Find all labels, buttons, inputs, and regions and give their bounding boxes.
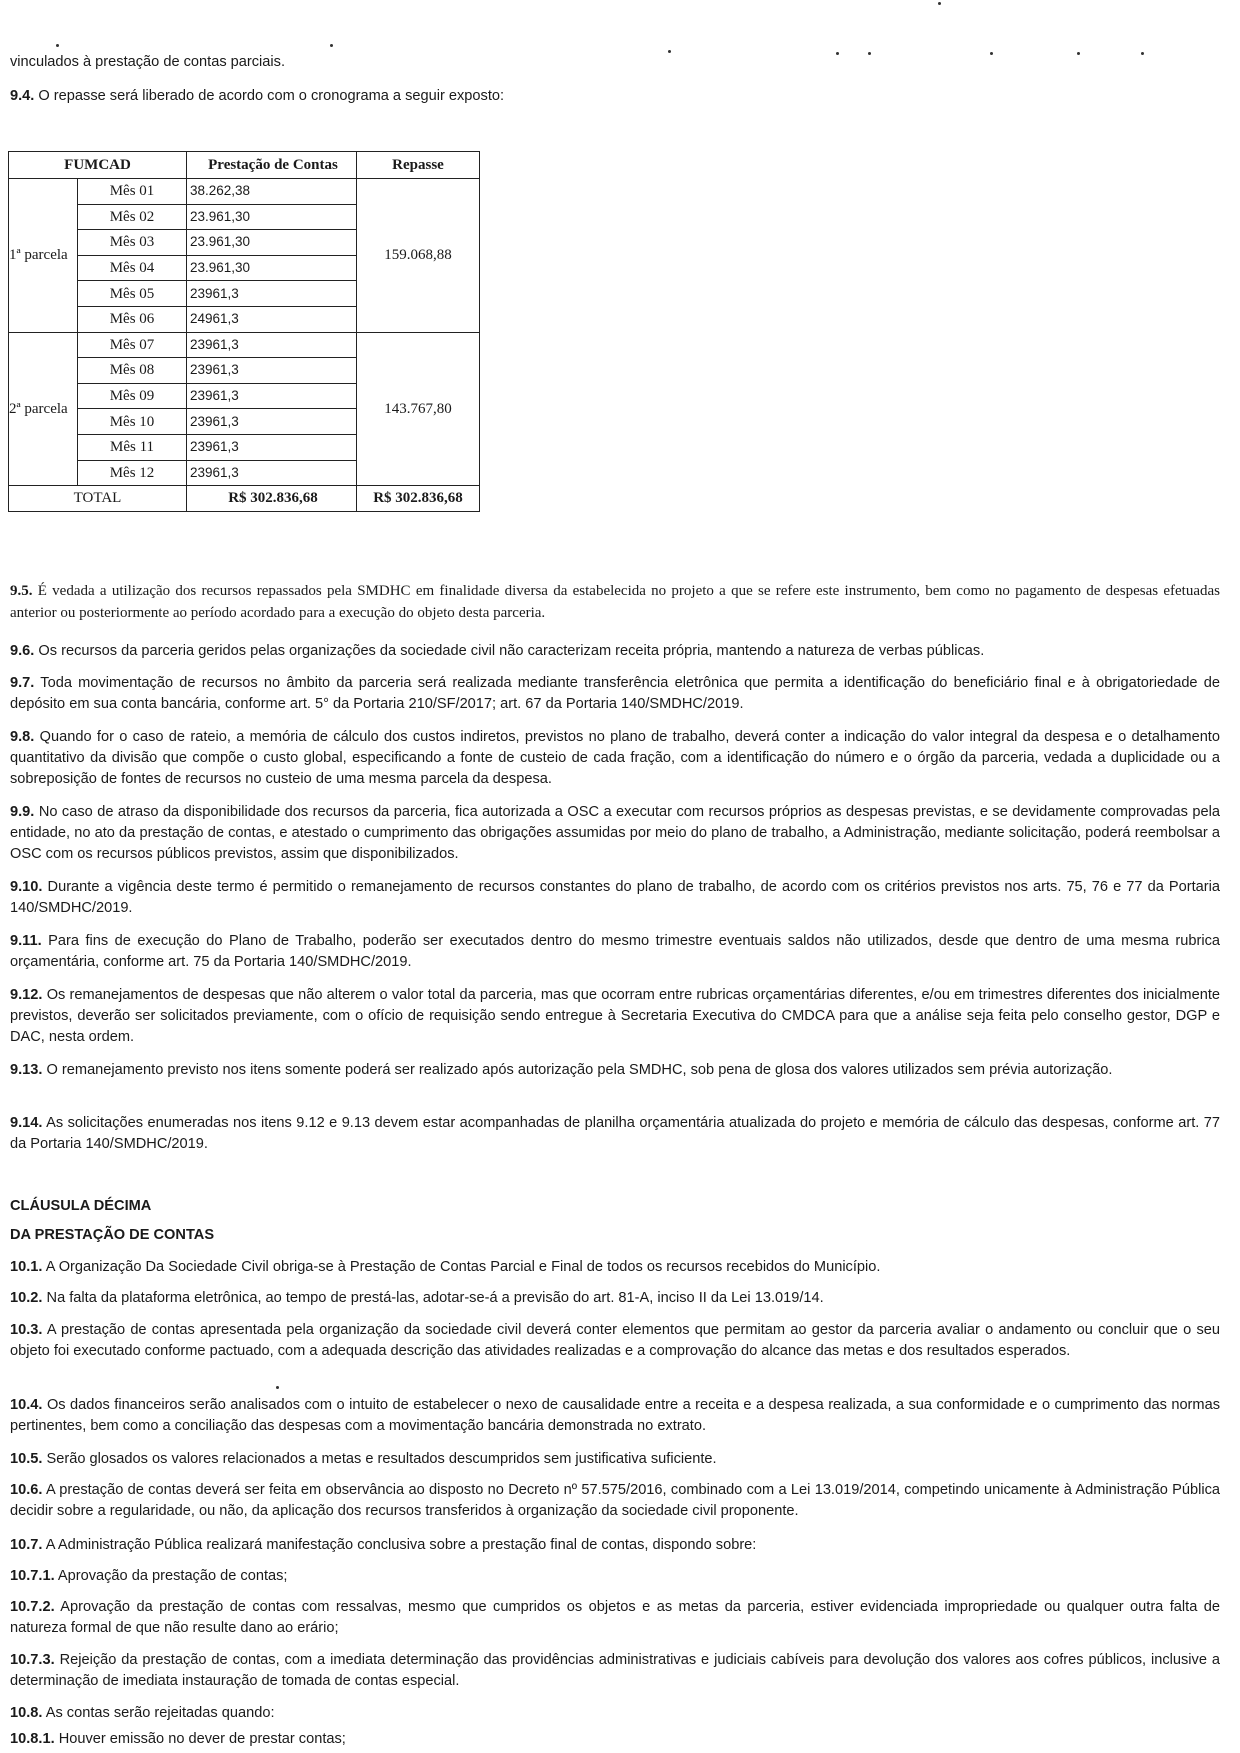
value-cell: 23961,3: [187, 281, 357, 307]
table-header-row: [9, 152, 480, 179]
month-cell: Mês 06: [78, 306, 187, 332]
month-cell: Mês 04: [78, 255, 187, 281]
header-fumcad: FUMCAD: [9, 152, 187, 179]
clause-number: 9.4.: [10, 88, 35, 104]
total-repasse: R$ 302.836,68: [357, 486, 480, 512]
clause-number: 9.11.: [10, 933, 42, 949]
month-cell: Mês 11: [78, 434, 187, 460]
clause-number: 10.7.: [10, 1537, 43, 1553]
paragraph-9-13: 9.13. O remanejamento previsto nos itens somente poderá ser realizado após autorização pela SMDHC, sob pena de glosa dos valores utilizados sem prévia autorização.: [10, 1062, 1113, 1078]
paragraph-intro: vinculados à prestação de contas parciais.: [10, 54, 286, 70]
value-cell: 38.262,38: [187, 179, 357, 205]
clause-number: 9.13.: [10, 1062, 43, 1078]
paragraph-10-2: 10.2. Na falta da plataforma eletrônica, ao tempo de prestá-las, adotar-se-á a previsão do art. 81-A, inciso II da Lei 13.019/14.: [10, 1290, 824, 1306]
clause-number: 9.14.: [10, 1115, 43, 1131]
clause-number: 9.6.: [10, 643, 35, 659]
paragraph-9-7: 9.7. Toda movimentação de recursos no âmbito da parceria será realizada mediante transferência eletrônica que permita a identificação do beneficiário final e à obrigatoriedade de depósito em sua conta bancária, conforme art. 5° da Portaria 210/SF/2017; art. 67 da Portaria 140/SMDHC/2019.: [10, 675, 1220, 712]
clause-number: 10.5.: [10, 1451, 43, 1467]
month-cell: Mês 09: [78, 383, 187, 409]
clause-number: 10.6.: [10, 1482, 43, 1498]
value-cell: 23.961,30: [187, 230, 357, 256]
value-cell: 23961,3: [187, 332, 357, 358]
clause-title: CLÁUSULA DÉCIMA: [10, 1198, 152, 1214]
disbursement-schedule-table: [8, 151, 480, 512]
scan-speck: [668, 50, 671, 53]
paragraph-9-8: 9.8. Quando for o caso de rateio, a memória de cálculo dos custos indiretos, previstos no plano de trabalho, deverá conter a indicação do valor integral da despesa e o detalhamento quantitativo da divisão que compõe o custo global, especificando a fonte de custeio de cada fração, com a identificação do número e o órgão da parceria, vedada a duplicidade ou a sobreposição de fontes de recursos no custeio de uma mesma parcela da despesa.: [10, 729, 1220, 787]
month-cell: Mês 12: [78, 460, 187, 486]
paragraph-10-4: 10.4. Os dados financeiros serão analisados com o intuito de estabelecer o nexo de causalidade entre a receita e a despesa realizada, a sua conformidade e o cumprimento das normas pertinentes, bem como a conciliação das despesas com a movimentação bancária demonstrada no extrato.: [10, 1397, 1220, 1434]
paragraph-9-9: 9.9. No caso de atraso da disponibilidade dos recursos da parceria, fica autorizada a OSC a executar com recursos próprios as despesas previstas, e se devidamente comprovadas pela entidade, no ato da prestação de contas, e atestado o cumprimento das obrigações assumidas por meio do plano de trabalho, a Administração, mediante solicitação, poderá reembolsar a OSC com os recursos públicos previstos, assim que disponibilizados.: [10, 804, 1220, 862]
header-prestacao: Prestação de Contas: [187, 152, 357, 179]
value-cell: 23961,3: [187, 434, 357, 460]
scan-speck: [1077, 52, 1080, 55]
clause-number: 9.7.: [10, 675, 35, 691]
table-row: [9, 332, 480, 358]
scan-speck: [56, 44, 59, 47]
header-repasse: Repasse: [357, 152, 480, 179]
value-cell: 24961,3: [187, 306, 357, 332]
clause-number: 10.7.1.: [10, 1568, 55, 1584]
repasse-cell: 159.068,88: [357, 179, 480, 333]
value-cell: 23961,3: [187, 409, 357, 435]
scan-speck: [1141, 52, 1144, 55]
month-cell: Mês 03: [78, 230, 187, 256]
month-cell: Mês 05: [78, 281, 187, 307]
value-cell: 23961,3: [187, 460, 357, 486]
clause-subtitle: DA PRESTAÇÃO DE CONTAS: [10, 1227, 215, 1243]
value-cell: 23961,3: [187, 358, 357, 384]
paragraph-9-12: 9.12. Os remanejamentos de despesas que não alterem o valor total da parceria, mas que ocorram entre rubricas orçamentárias diferentes, e/ou em trimestres diferentes dos inicialmente previstos, deverão ser solicitados previamente, com o ofício de requisição sendo entregue à Secretaria Executiva do CMDCA para que a análise seja feita pelo conselho gestor, DGP e DAC, nesta ordem.: [10, 987, 1220, 1045]
month-cell: Mês 07: [78, 332, 187, 358]
clause-number: 10.7.2.: [10, 1599, 55, 1615]
repasse-cell: 143.767,80: [357, 332, 480, 486]
value-cell: 23961,3: [187, 383, 357, 409]
paragraph-9-6: 9.6. Os recursos da parceria geridos pelas organizações da sociedade civil não caracterizam receita própria, mantendo a natureza de verbas públicas.: [10, 643, 985, 659]
paragraph-9-14: 9.14. As solicitações enumeradas nos itens 9.12 e 9.13 devem estar acompanhadas de planilha orçamentária atualizada do projeto e memória de cálculo das despesas, conforme art. 77 da Portaria 140/SMDHC/2019.: [10, 1115, 1220, 1152]
clause-number: 9.5.: [10, 583, 33, 599]
month-cell: Mês 10: [78, 409, 187, 435]
scan-speck: [836, 52, 839, 55]
paragraph-10-5: 10.5. Serão glosados os valores relacionados a metas e resultados descumpridos sem justificativa suficiente.: [10, 1451, 717, 1467]
paragraph-10-1: 10.1. A Organização Da Sociedade Civil obriga-se à Prestação de Contas Parcial e Final de todos os recursos recebidos do Município.: [10, 1259, 881, 1275]
month-cell: Mês 01: [78, 179, 187, 205]
clause-number: 10.7.3.: [10, 1652, 55, 1668]
paragraph-9-4: 9.4. O repasse será liberado de acordo com o cronograma a seguir exposto:: [10, 88, 505, 104]
scan-speck: [990, 52, 993, 55]
paragraph-9-10: 9.10. Durante a vigência deste termo é permitido o remanejamento de recursos constantes do plano de trabalho, de acordo com os critérios previstos nos arts. 75, 76 e 77 da Portaria 140/SMDHC/2019.: [10, 879, 1220, 916]
scan-speck: [276, 1386, 279, 1389]
scan-speck: [868, 52, 871, 55]
scan-speck: [330, 44, 333, 47]
clause-number: 10.2.: [10, 1290, 43, 1306]
clause-number: 10.8.1.: [10, 1731, 55, 1747]
parcel-label: 2ª parcela: [9, 332, 78, 486]
paragraph-10-7: 10.7. A Administração Pública realizará manifestação conclusiva sobre a prestação final de contas, dispondo sobre:: [10, 1537, 757, 1553]
parcel-label: 1ª parcela: [9, 179, 78, 333]
paragraph-9-11: 9.11. Para fins de execução do Plano de Trabalho, poderão ser executados dentro do mesmo trimestre eventuais saldos não utilizados, desde que dentro de uma mesma rubrica orçamentária, conforme art. 75 da Portaria 140/SMDHC/2019.: [10, 933, 1220, 970]
clause-number: 9.8.: [10, 729, 35, 745]
paragraph-10-6: 10.6. A prestação de contas deverá ser feita em observância ao disposto no Decreto nº 57.575/2016, combinado com a Lei 13.019/2014, competindo unicamente à Administração Pública decidir sobre a regularidade, ou não, da aplicação dos recursos transferidos à organização da sociedade civil proponente.: [10, 1482, 1221, 1519]
scan-speck: [938, 2, 941, 5]
clause-number: 10.3.: [10, 1322, 43, 1338]
paragraph-10-7-1: 10.7.1. Aprovação da prestação de contas;: [10, 1568, 288, 1584]
clause-number: 9.10.: [10, 879, 43, 895]
month-cell: Mês 08: [78, 358, 187, 384]
total-value: R$ 302.836,68: [187, 486, 357, 512]
paragraph-10-8: 10.8. As contas serão rejeitadas quando:: [10, 1705, 275, 1721]
value-cell: 23.961,30: [187, 255, 357, 281]
paragraph-10-8-1: 10.8.1. Houver emissão no dever de prestar contas;: [10, 1731, 346, 1747]
total-label: TOTAL: [9, 486, 187, 512]
clause-number: 9.9.: [10, 804, 35, 820]
table-total-row: [9, 486, 480, 512]
table-row: [9, 179, 480, 205]
paragraph-10-7-2: 10.7.2. Aprovação da prestação de contas com ressalvas, mesmo que cumpridos os objetos e as metas da parceria, estiver evidenciada impropriedade ou qualquer outra falta de natureza formal de que não resulte dano ao erário;: [10, 1599, 1220, 1636]
paragraph-9-5: 9.5. É vedada a utilização dos recursos repassados pela SMDHC em finalidade diversa da estabelecida no projeto a que se refere este instrumento, bem como no pagamento de despesas efetuadas anterior ou posteriormente ao período acordado para a execução do objeto desta parceria.: [10, 583, 1221, 621]
paragraph-10-7-3: 10.7.3. Rejeição da prestação de contas, com a imediata determinação das providências administrativas e judiciais cabíveis para devolução dos valores aos cofres públicos, inclusive a determinação de imediata instauração de tomada de contas especial.: [10, 1652, 1220, 1689]
paragraph-10-3: 10.3. A prestação de contas apresentada pela organização da sociedade civil deverá conter elementos que permitam ao gestor da parceria avaliar o andamento ou concluir que o seu objeto foi executado conforme pactuado, com a adequada descrição das atividades realizadas e a comprovação do alcance das metas e dos resultados esperados.: [10, 1322, 1220, 1359]
value-cell: 23.961,30: [187, 204, 357, 230]
clause-number: 10.1.: [10, 1259, 43, 1275]
month-cell: Mês 02: [78, 204, 187, 230]
clause-number: 10.8.: [10, 1705, 43, 1721]
clause-number: 9.12.: [10, 987, 43, 1003]
clause-number: 10.4.: [10, 1397, 43, 1413]
